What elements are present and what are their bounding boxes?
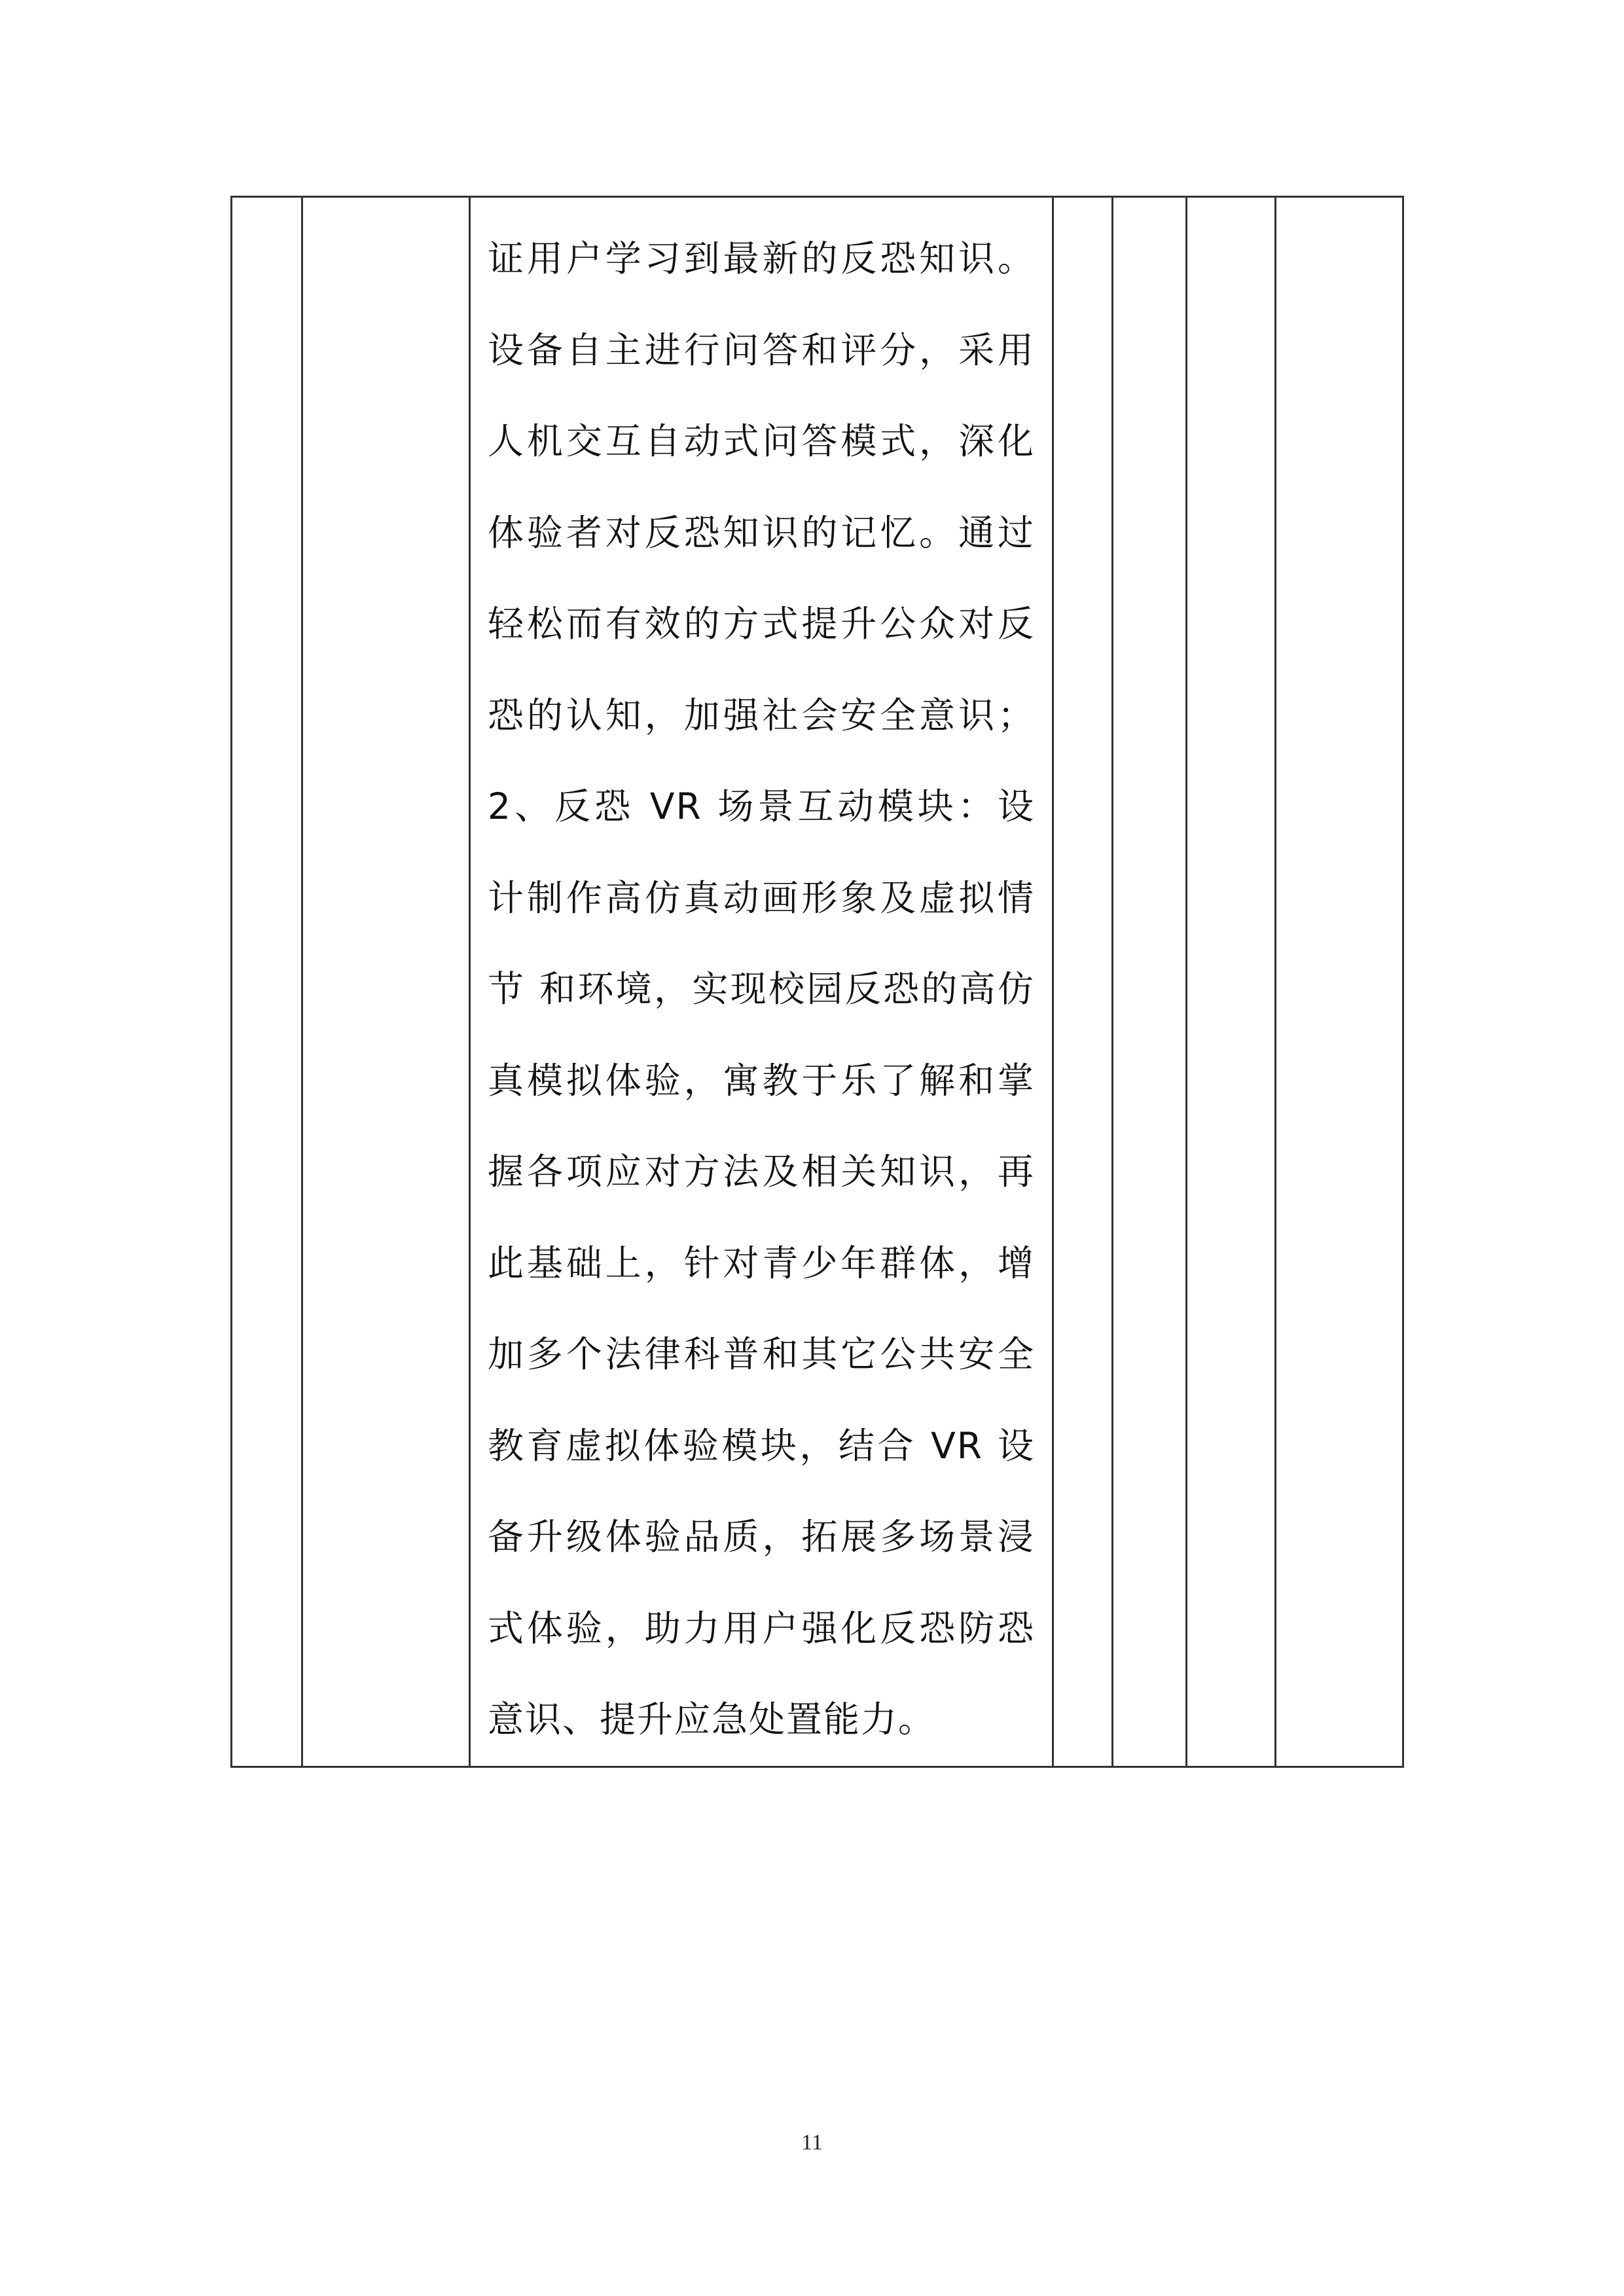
continuation-table xyxy=(230,196,1404,1768)
table-cell-name xyxy=(302,197,470,1767)
table-cell-description xyxy=(470,197,1053,1767)
table-cell-price xyxy=(1187,197,1276,1767)
description-text: 证用户学习到最新的反恐知识。设备自主进行问答和评分，采用人机交互自动式问答模式，深化体验者对反恐知识的记忆。通过轻松而有效的方式提升公众对反恐的认知，加强社会安全意识；2、反恐 VR 场景互动模块：设计制作高仿真动画形象及虚拟情节 和环境，实现校园反恐的高仿真模拟体验，寓教于乐了解和掌握各项应对方法及相关知识，再此基础上，针对青少年群体，增加多个法律科普和其它公共安全教育虚拟体验模块，结合 VR 设备升级体验品质，拓展多场景浸式体验，助力用户强化反恐防恐意识、提升应急处置能力。 xyxy=(488,238,1035,1740)
table-cell-remark xyxy=(1276,197,1403,1767)
table-cell-index xyxy=(232,197,302,1767)
table-row xyxy=(232,197,1403,1767)
table-cell-quantity xyxy=(1113,197,1187,1767)
page-number: 11 xyxy=(801,2130,823,2155)
table-cell-unit xyxy=(1053,197,1113,1767)
